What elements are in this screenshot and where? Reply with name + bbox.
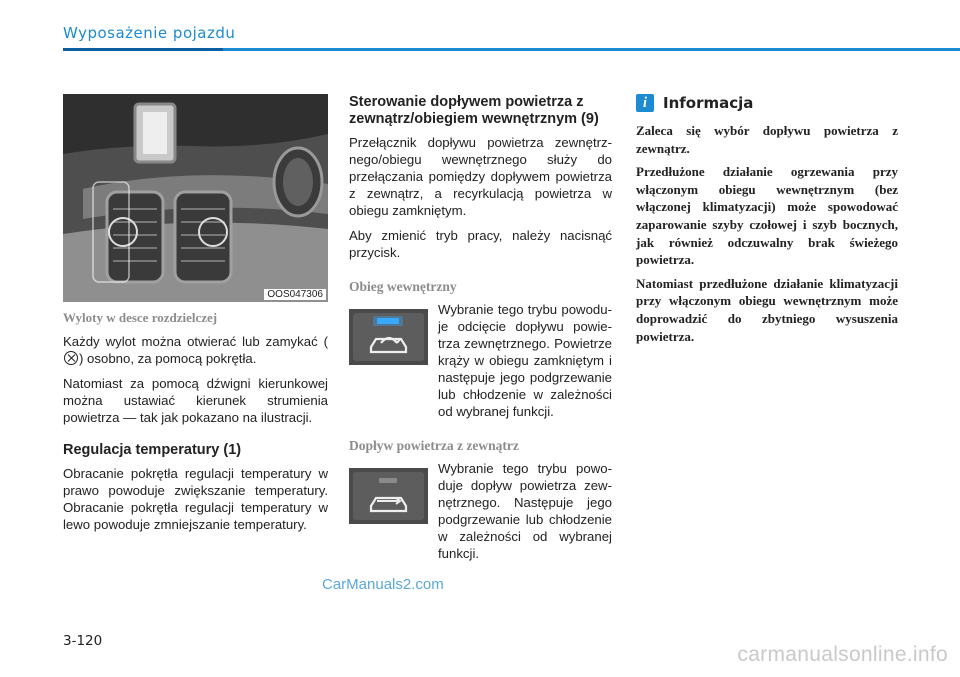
vents-paragraph-2: Natomiast za pomocą dźwigni kierunkowej można ustawiać kierunek strumienia powietrza — tak jak pokazano na ilustracji. [63, 376, 328, 425]
recirculation-button-image [349, 309, 428, 365]
info-icon: i [636, 94, 654, 112]
air-intake-heading: Sterowanie dopływem powietrza z zewnątrz/obiegiem wewnętrznym (9) [349, 94, 599, 127]
info-paragraph-2: Przedłużone działanie ogrzewania przy włączonym obiegu wewnętrznym (bez włączonej klimatyzacji) może spowodować zaparowanie szyby czołowej i szyb bocznych, jak również odczuwalny brak świeżego powietrza. [636, 164, 898, 268]
column-left [63, 94, 328, 541]
watermark: CarManuals2.com [322, 576, 444, 593]
column-middle [349, 94, 612, 562]
vents-text-a: Każdy wylot można otwierać lub zamykać ( [63, 334, 328, 349]
fresh-air-paragraph: Wybranie tego trybu powoduje dopływ powietrza zewnętrznego. Następuje jego podgrzewanie lub chłodzenie w zależności od wybranej funkcji. [438, 461, 612, 561]
recirculation-icon [349, 309, 428, 365]
fresh-air-button-image [349, 468, 428, 524]
info-paragraph-3: Natomiast przedłużone działanie klimatyzacji przy włączonym obiegu wewnętrznym może doprowadzić do zbytniego wysuszenia powietrza. [636, 275, 898, 344]
fresh-air-heading: Dopływ powietrza z zewnątrz [349, 438, 519, 453]
temperature-paragraph: Obracanie pokrętła regulacji temperatury w prawo powoduje zwiększanie temperatury. Obracanie pokrętła regulacji temperatury w lewo powoduje zmniejszanie temperatury. [63, 466, 328, 532]
info-paragraph-1: Zaleca się wybór dopływu powietrza z zewnątrz. [636, 123, 898, 156]
dashboard-vents-photo [63, 94, 328, 302]
vents-paragraph-1 [63, 333, 328, 367]
fresh-air-text-wrap [438, 460, 612, 562]
fresh-air-block [349, 460, 612, 562]
recirculation-block [349, 301, 612, 420]
column-right [636, 94, 898, 351]
footer-watermark: carmanualsonline.info [737, 643, 948, 666]
info-header [636, 94, 898, 112]
header-rule-accent [63, 48, 223, 51]
figure-caption: Wyloty w desce rozdzielczej [63, 310, 218, 325]
figure-code: OOS047306 [264, 289, 326, 300]
air-intake-paragraph-1: Przełącznik dopływu powietrza zewnętrznego/obiegu wewnętrznego służy do przełączania pomiędzy dopływem powietrza z zewnątrz, a recyrkulacją powietrza w obiegu zamkniętym. [349, 135, 612, 218]
recirculation-heading: Obieg wewnętrzny [349, 279, 457, 294]
section-title: Wyposażenie pojazdu [63, 24, 236, 42]
fresh-air-icon [349, 468, 428, 524]
info-title: Informacja [663, 94, 754, 112]
temperature-heading: Regulacja temperatury (1) [63, 442, 242, 458]
air-intake-paragraph-2: Aby zmienić tryb pracy, należy nacisnąć przycisk. [349, 228, 612, 260]
vents-text-b: ) osobno, za pomocą pokrętła. [79, 351, 257, 366]
page-number: 3-120 [63, 633, 103, 649]
recirculation-paragraph: Wybranie tego trybu powoduje odcięcie dopływu powietrza zewnętrznego. Powietrze krąży w obiegu zamkniętym i następuje jego podgrzewanie lub chłodzenie w zależności od wybranej funkcji. [438, 302, 612, 419]
recirculation-text-wrap [438, 301, 612, 420]
dashboard-illustration [63, 94, 328, 302]
vent-knob-icon [64, 351, 78, 365]
